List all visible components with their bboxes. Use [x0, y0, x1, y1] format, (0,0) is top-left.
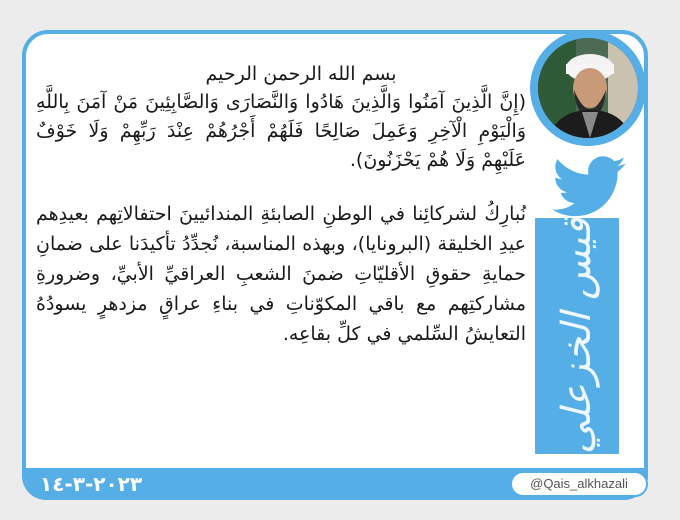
- profile-photo: [538, 38, 638, 138]
- basmala: بسم الله الرحمن الرحيم: [205, 63, 397, 85]
- post-date: ٢٠٢٣-٣-١٤: [40, 472, 143, 496]
- avatar[interactable]: [538, 38, 638, 138]
- calligraphy-signature: قيس الخزعلي: [554, 217, 600, 455]
- twitter-handle[interactable]: @Qais_alkhazali: [510, 471, 648, 497]
- signature-panel: [535, 218, 619, 454]
- twitter-bird-icon[interactable]: [552, 156, 628, 218]
- post-body: [36, 60, 526, 349]
- quran-verse: (إِنَّ الَّذِينَ آمَنُوا وَالَّذِينَ هَادُوا وَالنَّصَارَى وَالصَّابِئِينَ مَنْ آمَنَ بِاللَّهِ وَالْيَوْمِ الْآخِرِ وَعَمِلَ صَالِحًا فَلَهُمْ أَجْرُهُمْ عِنْدَ رَبِّهِمْ وَلَا خَوْفٌ عَلَيْهِمْ وَلَا هُمْ يَحْزَنُونَ).: [36, 91, 526, 171]
- post-message: نُبارِكُ لشركائِنا في الوطنِ الصابئةِ المندائيينَ احتفالاتِهم بعيدِهم عيدِ الخليقة (البرونايا)، وبهذه المناسبة، نُجدِّدُ تأكيدَنا على ضمانِ حمايةِ حقوقِ الأقليّاتِ ضمنَ الشعبِ العراقيِّ الأبيِّ، وضرورةِ مشاركتِهم مع باقي المكوّناتِ في بناءِ عراقٍ مزدهرٍ يسودُهُ التعايشُ السِّلمي في كلِّ بقاعِه.: [36, 203, 526, 345]
